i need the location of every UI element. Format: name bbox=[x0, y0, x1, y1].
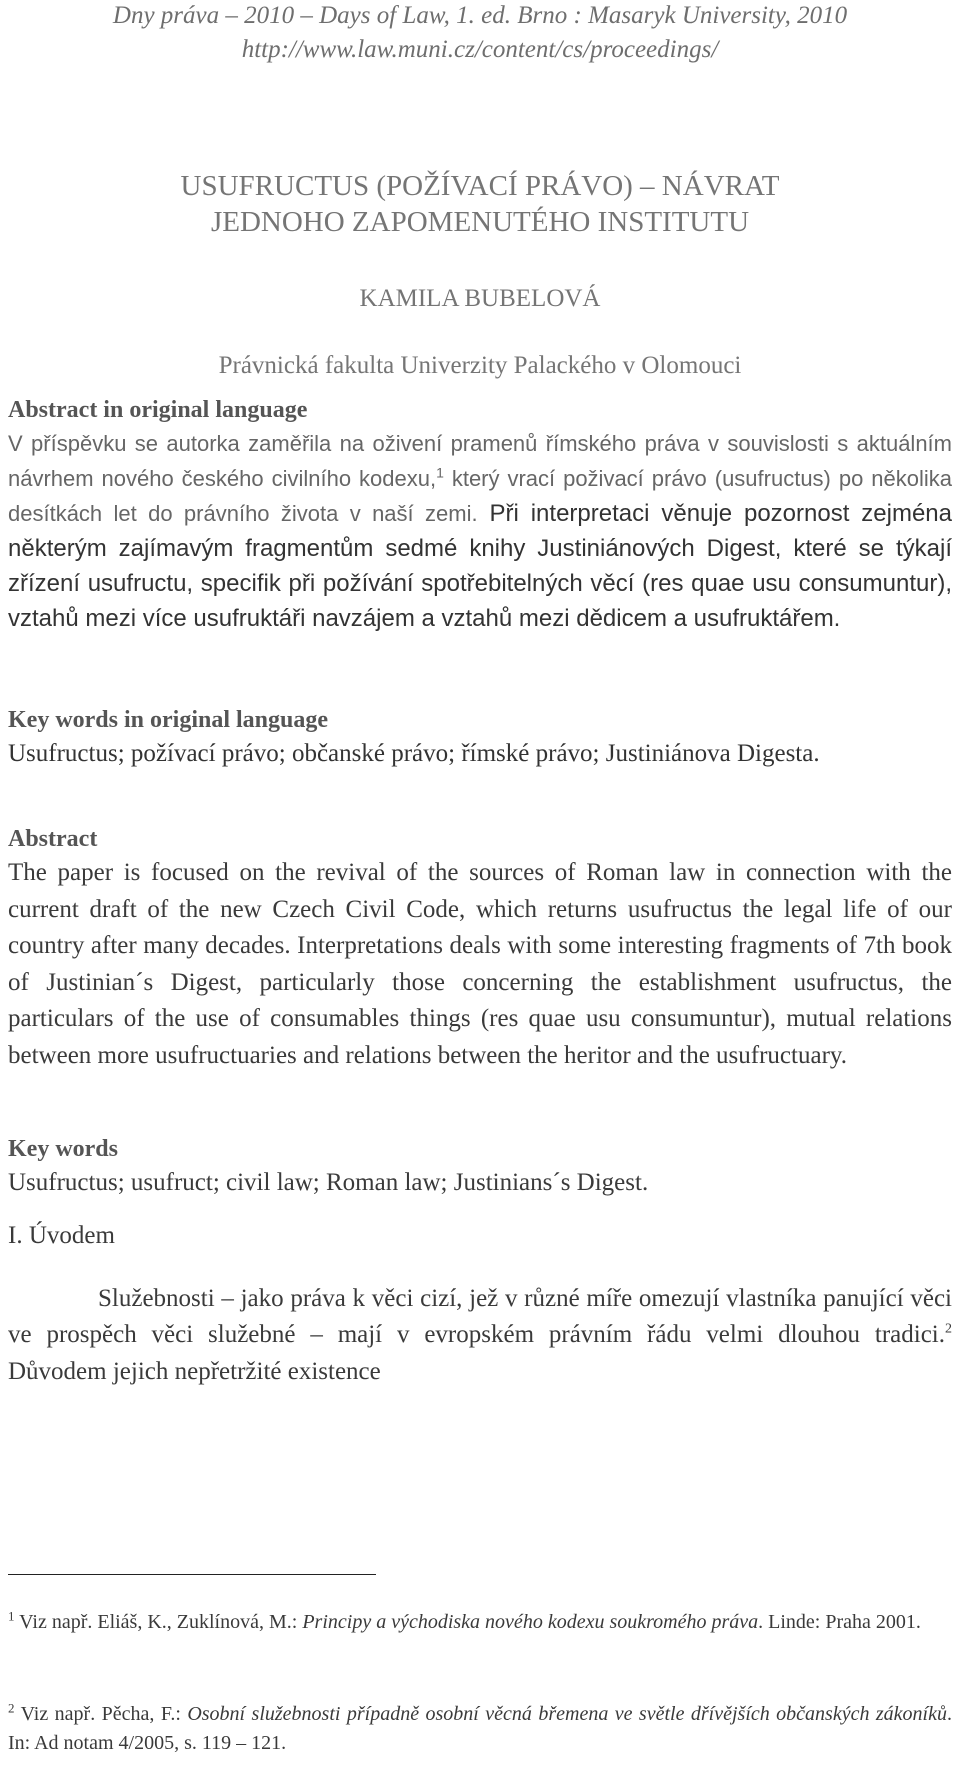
footnote-1-number: 1 bbox=[8, 1608, 15, 1624]
keywords-english-heading: Key words bbox=[8, 1136, 118, 1162]
section-body-text bbox=[8, 1281, 952, 1391]
keywords-original-heading: Key words in original language bbox=[8, 707, 329, 733]
keywords-english-text: Usufructus; usufruct; civil law; Roman law; Justinians´s Digest. bbox=[8, 1169, 649, 1196]
abstract-original-text-part1: V příspěvku se autorka zaměřila na oživení pramenů římského práva v souvislosti s aktuálním návrhem nového českého civilního kodexu, bbox=[8, 431, 952, 491]
footnote-1-pre: Viz např. Eliáš, K., Zuklínová, M.: bbox=[14, 1611, 303, 1633]
abstract-english-section bbox=[8, 823, 952, 1074]
footnote-1 bbox=[8, 1608, 952, 1637]
footnote-ref-1: 1 bbox=[436, 464, 444, 481]
keywords-english-section bbox=[8, 1133, 952, 1202]
paper-title-line-2: JEDNOHO ZAPOMENUTÉHO INSTITUTU bbox=[210, 206, 750, 238]
abstract-original-text-part3: Při interpretaci věnuje pozornost zejména některým zajímavým fragmentům sedmé knihy Justiniánových Digest, které se týkají zřízení usufructu, specifik při požívání spotřebitelných věcí (res quae usu consumuntur), vztahů mezi více usufruktáři navzájem a vztahů mezi dědicem a usufruktářem. bbox=[8, 500, 953, 632]
footnote-1-title: Principy a východiska nového kodexu soukromého práva bbox=[302, 1611, 759, 1633]
running-header-citation: Dny práva – 2010 – Days of Law, 1. ed. Brno : Masaryk University, 2010 bbox=[112, 2, 848, 29]
abstract-english-text: The paper is focused on the revival of the sources of Roman law in connection with the current draft of the new Czech Civil Code, which returns usufructus the legal life of our country after many decades. Interpretations deals with some interesting fragments of 7th book of Justinian´s Digest, particularly those concerning the establishment usufructus, the particulars of the use of consumables things (res quae usu consumuntur), mutual relations between more usufructuaries and relations between the heritor and the usufructuary. bbox=[8, 859, 952, 1069]
section-body-part2: Důvodem jejich nepřetržité existence bbox=[8, 1357, 381, 1385]
footnote-2-number: 2 bbox=[8, 1700, 15, 1716]
abstract-original-text bbox=[8, 426, 952, 636]
footnote-2 bbox=[8, 1700, 952, 1758]
section-body-part1: Služebnosti – jako práva k věci cizí, jež v různé míře omezují vlastníka panující věci ve prospěch věci služebné – mají v evropském právním řádu velmi dlouhou tradici. bbox=[8, 1284, 952, 1348]
footnote-2-pre: Viz např. Pěcha, F.: bbox=[14, 1703, 188, 1725]
abstract-original-section bbox=[8, 394, 952, 636]
footnote-2-post: . In: Ad notam 4/2005, s. 119 – 121. bbox=[8, 1703, 952, 1754]
footnote-2-title: Osobní služebnosti případně osobní věcná břemena ve světle dřívějších občanských zákoníků bbox=[187, 1703, 947, 1725]
footnote-separator bbox=[8, 1574, 376, 1575]
paper-title-line-1: USUFRUCTUS (POŽÍVACÍ PRÁVO) – NÁVRAT bbox=[180, 170, 780, 202]
keywords-original-text: Usufructus; požívací právo; občanské právo; římské právo; Justiniánova Digesta. bbox=[8, 740, 820, 767]
abstract-english-heading: Abstract bbox=[8, 826, 98, 852]
running-header-url: http://www.law.muni.cz/content/cs/proceedings/ bbox=[241, 36, 719, 63]
footnote-ref-2: 2 bbox=[945, 1321, 952, 1337]
author-name: KAMILA BUBELOVÁ bbox=[359, 285, 601, 312]
abstract-original-heading: Abstract in original language bbox=[8, 397, 308, 423]
footnote-1-post: . Linde: Praha 2001. bbox=[758, 1611, 921, 1633]
section-heading: I. Úvodem bbox=[8, 1222, 115, 1249]
section-introduction bbox=[8, 1218, 952, 1390]
author-affiliation: Právnická fakulta Univerzity Palackého v Olomouci bbox=[218, 352, 742, 379]
paper-title bbox=[0, 168, 960, 240]
keywords-original-section bbox=[8, 704, 952, 772]
abstract-original-text-part2: který vrací poživací právo (usufructus) po několika desítkách let do právního života v naší zemi. bbox=[8, 466, 952, 526]
